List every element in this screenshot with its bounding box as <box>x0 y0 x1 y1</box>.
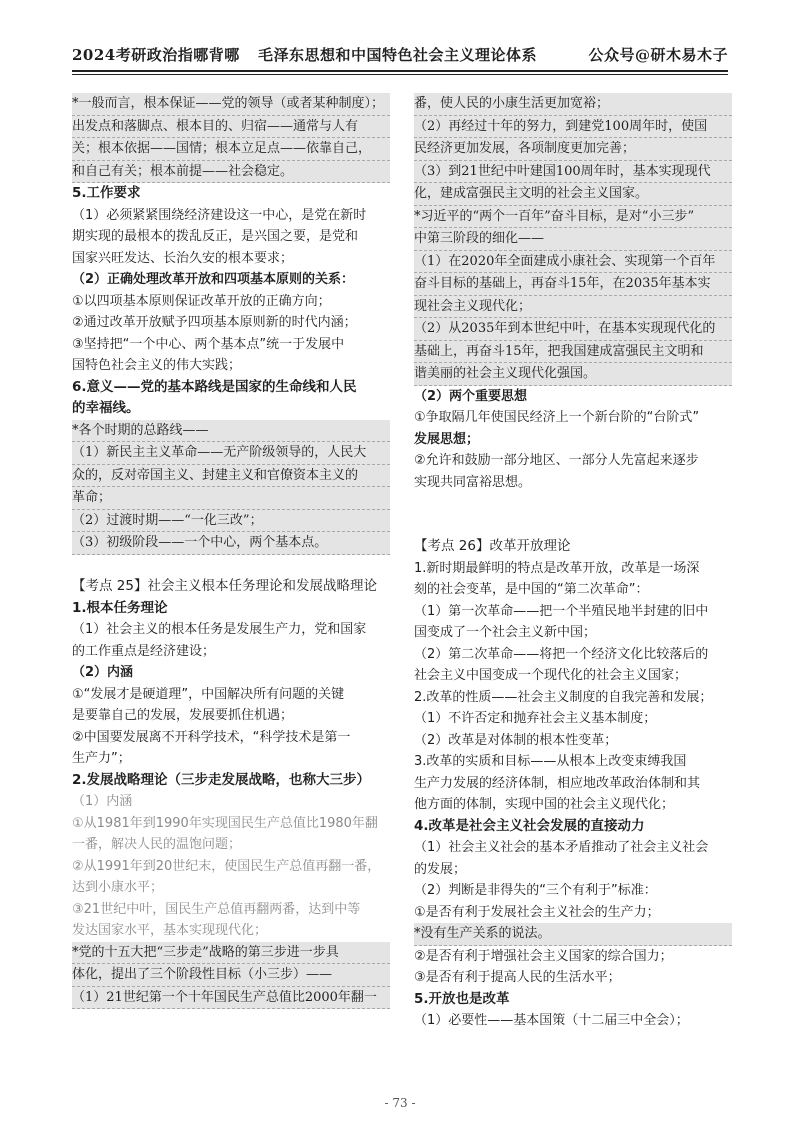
text-line: *一般而言，根本保证——党的领导（或者某种制度）； <box>72 93 390 116</box>
text-line: 国家兴旺发达、长治久安的根本要求； <box>72 250 294 266</box>
text-line: 【考点 26】改革开放理论 <box>414 538 571 554</box>
header-subject: 毛泽东思想和中国特色社会主义理论体系 <box>258 46 538 64</box>
text-line: 的工作重点是经济建设； <box>72 643 216 659</box>
text-line: 【考点 25】社会主义根本任务理论和发展战略理论 <box>72 578 377 594</box>
text-line: 实现共同富裕思想。 <box>414 474 532 490</box>
page-number: - 73 - <box>384 1096 416 1110</box>
text-line: ①是否有利于发展社会主义社会的生产力； <box>414 904 660 920</box>
text-line: 社会主义中国变成一个现代化的社会主义国家； <box>414 668 688 683</box>
text-line: 关；根本依据——国情；根本立足点——依靠自己， <box>72 138 390 161</box>
text-line: （3）到21世纪中叶建国100周年时，基本实现现代 <box>414 161 732 184</box>
text-line: （1）在2020年全面建成小康社会、实现第一个百年 <box>414 251 732 274</box>
text-line: ②允许和鼓励一部分地区、一部分人先富起来逐步 <box>414 453 699 468</box>
text-line: *没有生产关系的说法。 <box>414 923 732 946</box>
text-line: 3.改革的实质和目标——从根本上改变束缚我国 <box>414 754 687 769</box>
text-line: *各个时期的总路线—— <box>72 420 390 443</box>
right-column <box>414 93 732 1032</box>
text-line: （2）再经过十年的努力，到建党100周年时，使国 <box>414 116 732 139</box>
text-line: 他方面的体制，实现中国的社会主义现代化； <box>414 797 675 812</box>
text-line: （2）从2035年到本世纪中叶，在基本实现现代化的 <box>414 318 732 341</box>
text-line: 基础上，再奋斗15年，把我国建成富强民主文明和 <box>414 341 732 364</box>
text-line: ①从1981年到1990年实现国民生产总值比1980年翻 <box>72 815 378 831</box>
text-line: *习近平的“两个一百年”奋斗目标，是对“小三步” <box>414 206 732 229</box>
text-line: 刻的社会变革，是中国的“第二次革命”： <box>414 582 649 597</box>
page-header <box>72 40 728 68</box>
text-line: （3）初级阶段——一个中心，两个基本点。 <box>72 532 390 555</box>
text-line: 1.新时期最鲜明的特点是改革开放，改革是一场深 <box>414 560 700 576</box>
text-line: 是要靠自己的发展，发展要抓住机遇； <box>72 708 294 723</box>
text-line: 化，建成富强民主文明的社会主义国家。 <box>414 183 732 206</box>
header-rule <box>72 70 728 72</box>
text-line: 番，使人民的小康生活更加宽裕； <box>414 93 732 116</box>
text-line: 奋斗目标的基础上，再奋斗15年，在2035年基本实 <box>414 273 732 296</box>
text-line: ③21世纪中叶，国民生产总值再翻两番，达到中等 <box>72 901 361 917</box>
text-line: 2.发展战略理论（三步走发展战略，也称大三步） <box>72 771 371 788</box>
left-column <box>72 93 390 1009</box>
text-line: 的幸福线。 <box>72 400 140 416</box>
text-line: （2）判断是非得失的“三个有利于”标准： <box>414 883 657 898</box>
text-line: 6.意义——党的基本路线是国家的生命线和人民 <box>72 378 357 395</box>
text-line: （1）第一次革命——把一个半殖民地半封建的旧中 <box>414 603 709 619</box>
text-line <box>72 555 390 577</box>
text-line: ①以四项基本原则保证改革开放的正确方向； <box>72 293 331 309</box>
text-line: 众的，反对帝国主义、封建主义和官僚资本主义的 <box>72 465 390 488</box>
text-line: 生产力”； <box>72 751 131 766</box>
text-line: （2）正确处理改革开放和四项基本原则的关系： <box>72 272 355 287</box>
text-line: 5.工作要求 <box>72 185 141 201</box>
header-title: 2024考研政治指哪背哪 <box>72 46 240 64</box>
text-line: （1）内涵 <box>72 794 133 809</box>
text-line: 现社会主义现代化； <box>414 296 732 319</box>
text-line <box>414 493 732 515</box>
text-line: ①争取隔几年使国民经济上一个新台阶的“台阶式” <box>414 410 700 425</box>
text-line <box>414 515 732 537</box>
text-line: 体化，提出了三个阶段性目标（小三步）—— <box>72 964 390 987</box>
text-line: ③坚持把“一个中心、两个基本点”统一于发展中 <box>72 336 345 352</box>
text-line: ②从1991年到20世纪末，使国民生产总值再翻一番， <box>72 858 381 874</box>
text-line: 期实现的最根本的拨乱反正，是兴国之要，是党和 <box>72 229 359 244</box>
text-line: 发展思想； <box>414 431 480 447</box>
text-line: 5.开放也是改革 <box>414 990 510 1007</box>
text-line: （1）社会主义的根本任务是发展生产力，党和国家 <box>72 622 367 637</box>
text-line: （1）社会主义社会的基本矛盾推动了社会主义社会 <box>414 840 709 855</box>
text-line: （2）过渡时期——“一化三改”； <box>72 510 390 533</box>
header-rule-thin <box>72 74 728 75</box>
text-line: （1）必须紧紧围绕经济建设这一中心，是党在新时 <box>72 207 367 223</box>
text-line: （1）新民主主义革命——无产阶级领导的，人民大 <box>72 442 390 465</box>
text-line: （1）必要性——基本国策（十二届三中全会）； <box>414 1013 689 1028</box>
text-line: （2）改革是对体制的根本性变革； <box>414 732 618 748</box>
text-line: 出发点和落脚点、根本目的、归宿——通常与人有 <box>72 116 390 139</box>
text-line: 的发展； <box>414 861 467 877</box>
text-line: 中第三阶段的细化—— <box>414 228 732 251</box>
text-line: （2）两个重要思想 <box>414 388 528 404</box>
text-line: （2）内涵 <box>72 665 134 680</box>
text-line: 国变成了一个社会主义新中国； <box>414 625 597 640</box>
text-line: 生产力发展的经济体制，相应地改革政治体制和其 <box>414 775 701 791</box>
text-line: 革命； <box>72 487 390 510</box>
text-line: （1）21世纪第一个十年国民生产总值比2000年翻一 <box>72 987 390 1010</box>
text-line: ②中国要发展离不开科学技术，“科学技术是第一 <box>72 729 351 745</box>
text-line: （2）第二次革命——将把一个经济文化比较落后的 <box>414 646 709 662</box>
text-line: 达到小康水平； <box>72 880 164 895</box>
text-line: 2.改革的性质——社会主义制度的自我完善和发展； <box>414 689 713 705</box>
text-line: ②是否有利于增强社会主义国家的综合国力； <box>414 948 673 964</box>
text-line: 发达国家水平，基本实现现代化； <box>72 923 268 938</box>
text-line: ③是否有利于提高人民的生活水平； <box>414 970 621 985</box>
text-line: ①“发展才是硬道理”，中国解决所有问题的关键 <box>72 686 345 702</box>
text-line: 民经济更加发展，各项制度更加完善； <box>414 138 732 161</box>
text-line: ②通过改革开放赋予四项基本原则新的时代内涵； <box>72 315 357 330</box>
text-line: 谐美丽的社会主义现代化强国。 <box>414 363 732 386</box>
text-line: 和自己有关；根本前提——社会稳定。 <box>72 161 390 184</box>
header-account: 公众号@研木易木子 <box>588 46 728 64</box>
text-line: 1.根本任务理论 <box>72 599 168 616</box>
text-line: *党的十五大把“三步走”战略的第三步进一步具 <box>72 942 390 965</box>
text-line: （1）不许否定和抛弃社会主义基本制度； <box>414 711 657 726</box>
text-line: 一番，解决人民的温饱问题； <box>72 837 242 852</box>
text-line: 4.改革是社会主义社会发展的直接动力 <box>414 817 645 834</box>
text-line: 国特色社会主义的伟大实践； <box>72 358 242 373</box>
